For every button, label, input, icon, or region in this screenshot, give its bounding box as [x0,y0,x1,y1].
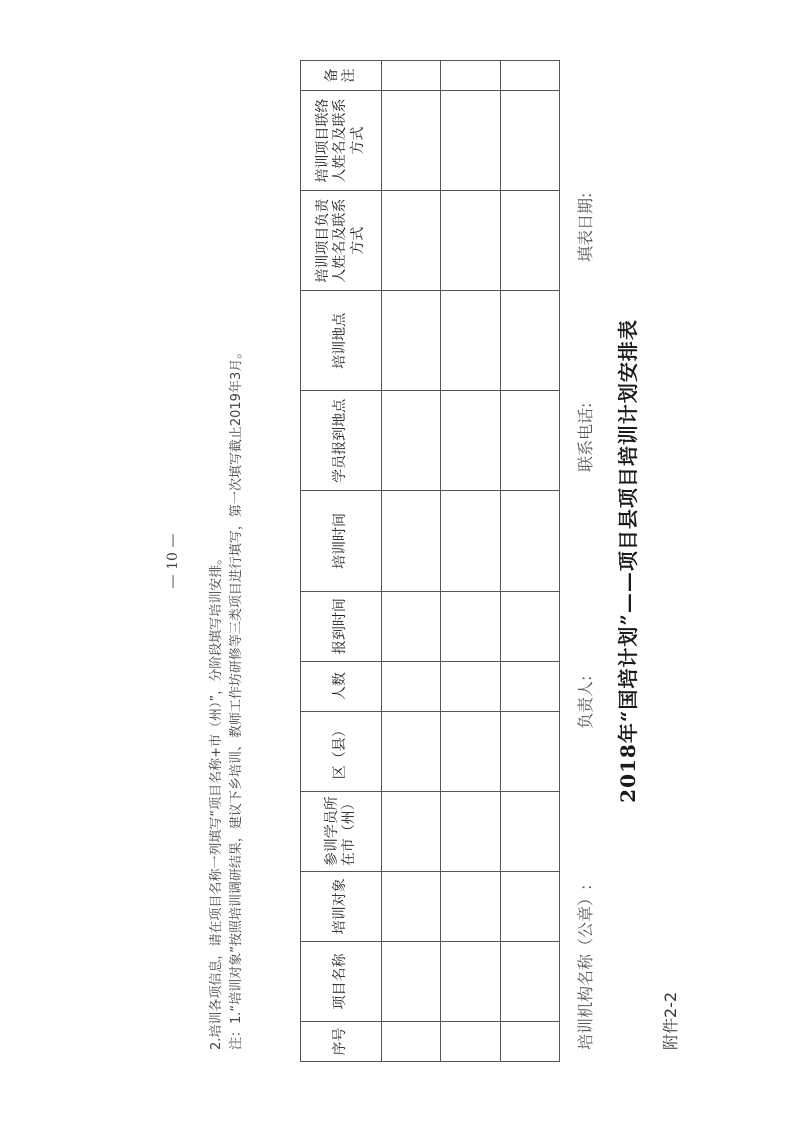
header-cell: 学员报到地点 [301,391,382,491]
header-cell: 培训对象 [301,871,382,941]
table-cell [382,941,441,1021]
table-header-row [301,61,382,1062]
table-cell [382,661,441,711]
table-cell [441,91,500,191]
table-cell [500,591,559,661]
header-cell: 培训时间 [301,491,382,591]
header-cell: 培训项目负责人姓名及联系方式 [301,191,382,291]
schedule-table [300,60,560,1062]
table-cell [382,491,441,591]
table-cell [441,61,500,91]
header-cell: 报到时间 [301,591,382,661]
table-cell [441,661,500,711]
table-cell [382,91,441,191]
table-cell [441,791,500,871]
table-cell [382,871,441,941]
table-cell [441,1021,500,1061]
header-cell: 人数 [301,661,382,711]
table-cell [441,291,500,391]
attachment-label: 附件2-2 [661,991,680,1050]
table-cell [382,1021,441,1061]
table-cell [441,941,500,1021]
table-row [382,61,441,1062]
table-cell [382,191,441,291]
table-cell [382,391,441,491]
table-cell [382,711,441,791]
table-cell [441,591,500,661]
header-cell: 项目名称 [301,941,382,1021]
table-cell [500,1021,559,1061]
table-row [500,61,559,1062]
header-cell: 序号 [301,1021,382,1061]
table-cell [382,291,441,391]
table-cell [500,391,559,491]
table-cell [441,391,500,491]
person-in-charge-field: 负责人: [576,675,595,729]
contact-phone-field: 联系电话: [576,402,595,472]
table-cell [382,591,441,661]
table-cell [500,91,559,191]
table-row [441,61,500,1062]
table-cell [500,291,559,391]
table-cell [500,711,559,791]
table-cell [441,491,500,591]
header-cell: 培训项目联络人姓名及联系方式 [301,91,382,191]
page-number: — 10 — [165,533,181,589]
note-line-2: 2.培训各项信息，请在项目名称一列填写“项目名称+市（州）”，分阶段填写培训安排。 [209,551,224,1050]
table-cell [500,61,559,91]
table-cell [441,871,500,941]
table-cell [441,191,500,291]
table-cell [500,661,559,711]
page-title: 2018年“国培计划”——项目县项目培训计划安排表 [616,319,640,803]
table-cell [382,61,441,91]
table-cell [382,791,441,871]
table-cell [500,491,559,591]
header-cell: 参训学员所在市（州） [301,791,382,871]
institution-name-field: 培训机构名称（公章）: [576,884,595,1050]
table-cell [500,941,559,1021]
header-cell: 区（县） [301,711,382,791]
header-cell: 备注 [301,61,382,91]
fill-date-field: 填表日期: [576,192,595,262]
table-cell [500,791,559,871]
table-cell [500,871,559,941]
table-cell [441,711,500,791]
table-cell [500,191,559,291]
header-cell: 培训地点 [301,291,382,391]
note-line-1: 注：1.“培训对象”按照培训调研结果，建议下乡培训、教师工作坊研修等三类项目进行填写，第一次填写截止2019年3月。 [229,345,244,1050]
